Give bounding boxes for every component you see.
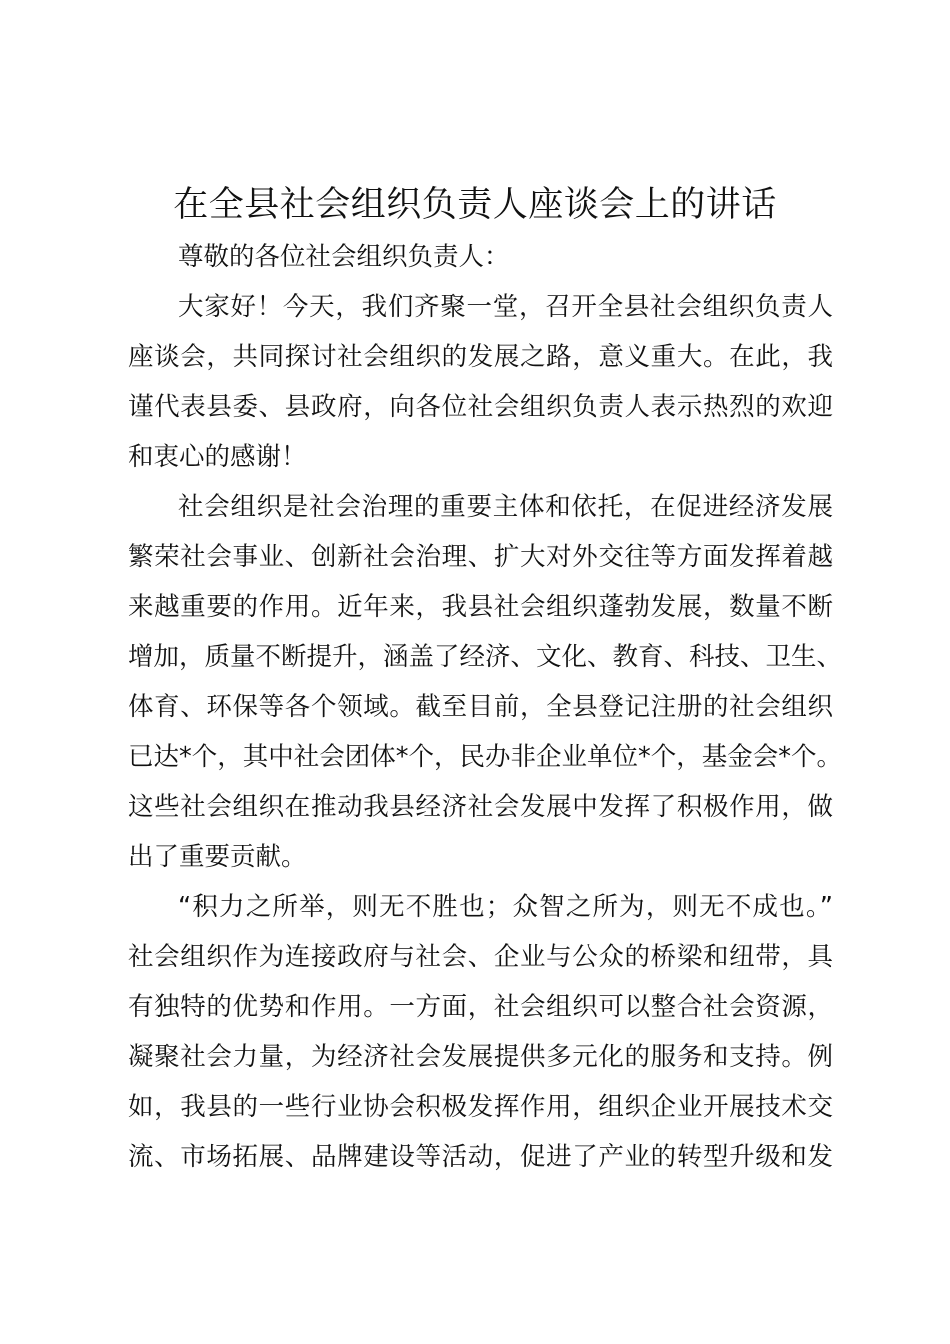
paragraph-line: 来越重要的作用。近年来，我县社会组织蓬勃发展，数量不断 bbox=[128, 592, 833, 622]
paragraph-line: 谨代表县委、县政府，向各位社会组织负责人表示热烈的欢迎 bbox=[128, 392, 833, 422]
salutation: 尊敬的各位社会组织负责人： bbox=[178, 242, 510, 272]
paragraph-line: 大家好！今天，我们齐聚一堂，召开全县社会组织负责人 bbox=[178, 292, 833, 322]
paragraph-line: 凝聚社会力量，为经济社会发展提供多元化的服务和支持。例 bbox=[128, 1042, 833, 1072]
paragraph-line: 体育、环保等各个领域。截至目前，全县登记注册的社会组织 bbox=[128, 692, 833, 722]
paragraph-line: 出了重要贡献。 bbox=[128, 842, 307, 872]
paragraph-line: 增加，质量不断提升，涵盖了经济、文化、教育、科技、卫生、 bbox=[128, 642, 843, 672]
paragraph-line: 繁荣社会事业、创新社会治理、扩大对外交往等方面发挥着越 bbox=[128, 542, 833, 572]
paragraph-line: 这些社会组织在推动我县经济社会发展中发挥了积极作用，做 bbox=[128, 792, 833, 822]
paragraph-line: 有独特的优势和作用。一方面，社会组织可以整合社会资源， bbox=[128, 992, 833, 1022]
paragraph-line: 社会组织作为连接政府与社会、企业与公众的桥梁和纽带，具 bbox=[128, 942, 833, 972]
document-title: 在全县社会组织负责人座谈会上的讲话 bbox=[173, 185, 777, 225]
paragraph-line: 如，我县的一些行业协会积极发挥作用，组织企业开展技术交 bbox=[128, 1092, 833, 1122]
speech-body bbox=[128, 232, 843, 1182]
paragraph-line: “积力之所举，则无不胜也；众智之所为，则无不成也。” bbox=[178, 892, 833, 922]
paragraph-line: 和衷心的感谢！ bbox=[128, 442, 307, 472]
paragraph-line: 流、市场拓展、品牌建设等活动，促进了产业的转型升级和发 bbox=[128, 1142, 833, 1172]
paragraph-line: 座谈会，共同探讨社会组织的发展之路，意义重大。在此，我 bbox=[128, 342, 833, 372]
paragraph-line: 已达*个，其中社会团体*个，民办非企业单位*个，基金会*个。 bbox=[128, 742, 843, 772]
paragraph-line: 社会组织是社会治理的重要主体和依托，在促进经济发展 bbox=[178, 492, 833, 522]
